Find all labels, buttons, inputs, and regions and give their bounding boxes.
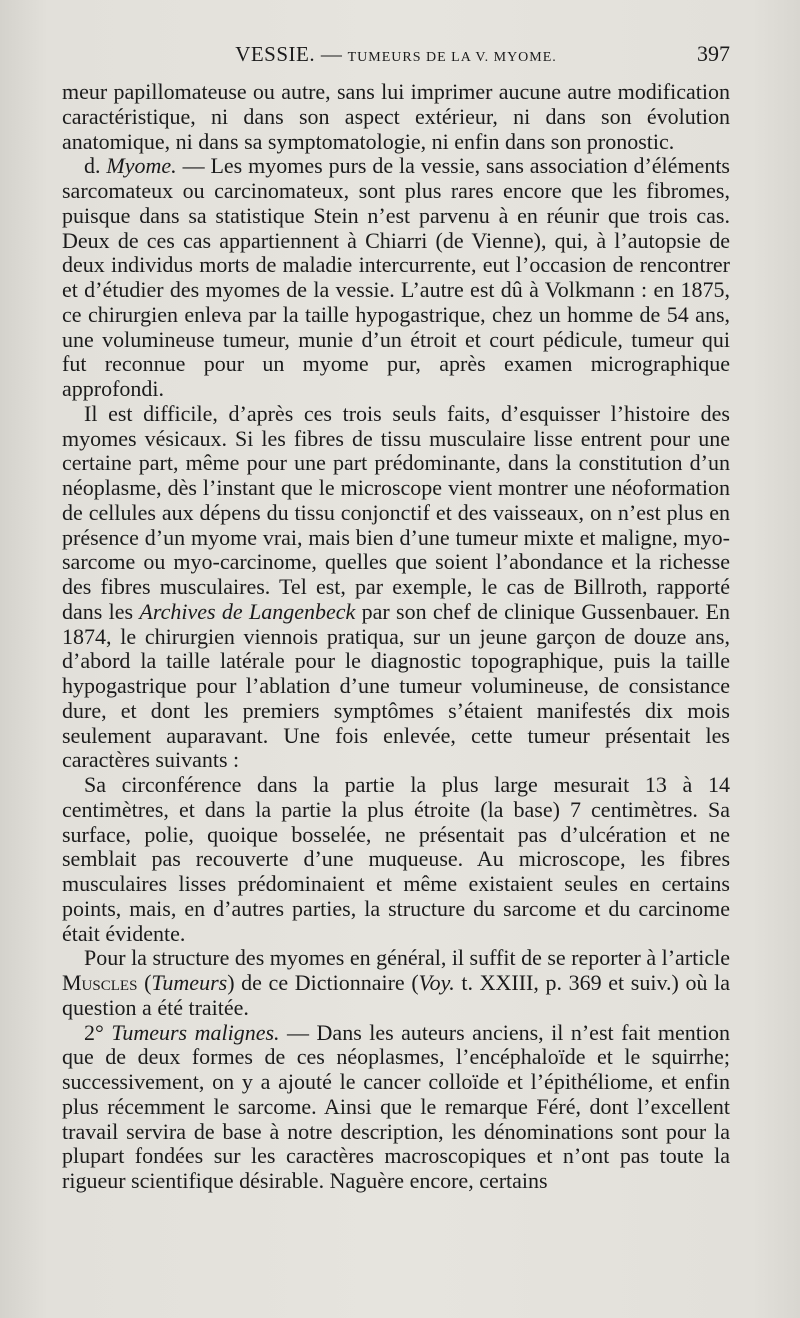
section-title-myome: Myome. bbox=[106, 153, 177, 179]
body-text bbox=[62, 80, 730, 1194]
paragraph-5-text-a: Pour la structure des myomes en général, il suffit de se reporter à l’article bbox=[84, 945, 730, 971]
paragraph-myome bbox=[62, 154, 730, 402]
paragraph-1-text: meur papillomateuse ou autre, sans lui imprimer aucune autre modification caractéristique, ni dans son aspect extérieur, ni dans son évolution anatomique, ni dans sa symptomatologie, ni enfin dans son pronostic. bbox=[62, 79, 730, 154]
running-title-main: VESSIE. — bbox=[235, 42, 343, 66]
paragraph-5 bbox=[62, 946, 730, 1020]
section-letter: d. bbox=[84, 153, 101, 179]
journal-reference: Archives de Langenbeck bbox=[139, 598, 356, 624]
section-number: 2° bbox=[84, 1019, 104, 1045]
paragraph-5-text-b: ) de ce Dictionnaire ( bbox=[227, 970, 419, 995]
paragraph-malignes-text: — Dans les auteurs anciens, il n’est fait mention que de deux formes de ces néoplasmes, l’encéphaloïde et le squirrhe; successivement, on y a ajouté le cancer colloïde et l’épithéliome, et enfin plus récemment le sarcome. Ainsi que le remarque Féré, dont l’excellent travail servira de base à notre description, les dénominations sont pour la plupart fondées sur les caractères macroscopiques et n’ont pas toute la rigueur scientifique désirable. Naguère encore, certains bbox=[62, 1019, 731, 1193]
page-header bbox=[62, 36, 730, 72]
running-title-sub: TUMEURS DE LA V. MYOME. bbox=[347, 50, 557, 65]
paragraph-5-text-c: t. XXIII, p. 369 et suiv.) où la question a été traitée. bbox=[62, 970, 730, 1020]
voy-abbrev: Voy. bbox=[418, 970, 455, 995]
page-number: 397 bbox=[697, 41, 730, 66]
paragraph-3-text-a: Il est difficile, d’après ces trois seuls faits, d’esquisser l’histoire des myomes vésicaux. Si les fibres de tissu musculaire lisse entrent pour une certaine part, même pour une part prédominante, dans la constitution d’un néoplasme, dès l’instant que le microscope vient montrer une néoformation de cellules aux dépens du tissu conjonctif et des vaisseaux, on n’est plus en présence d’un myome vrai, mais bien d’une tumeur mixte et maligne, myo-sarcome ou myo-carcinome, quelles que soient l’abondance et la richesse des fibres musculaires. Tel est, par exemple, le cas de Billroth, rapporté dans les bbox=[62, 400, 730, 624]
paragraph-myome-text: — Les myomes purs de la vessie, sans association d’éléments sarcomateux ou carcinomateux, sont plus rares encore que les fibromes, puisque dans sa statistique Stein n’est parvenu à en réunir que trois cas. Deux de ces cas appartiennent à Chiarri (de Vienne), qui, à l’autopsie de deux individus morts de maladie intercurrente, eut l’occasion de rencontrer et d’étudier des myomes de la vessie. L’autre est dû à Volkmann : en 1875, ce chirurgien enleva par la taille hypogastrique, chez un homme de 54 ans, une volumineuse tumeur, munie d’un étroit et court pédicule, tumeur qui fut reconnue pour un myome pur, après examen micrographique approfondi. bbox=[62, 153, 730, 401]
section-title-malignes: Tumeurs malignes. bbox=[111, 1019, 280, 1045]
running-title bbox=[62, 42, 730, 67]
paragraph-4-text: Sa circonférence dans la partie la plus large mesurait 13 à 14 centimètres, et dans la partie la plus étroite (la base) 7 centimètres. Sa surface, polie, quoique bosselée, ne présentait pas d’ulcération et ne semblait pas recouverte d’une muqueuse. Au microscope, les fibres musculaires lisses prédominaient et même existaient seules en certains points, mais, en d’autres parties, la structure du sarcome et du carcinome était évidente. bbox=[62, 772, 730, 946]
paragraph-malignes bbox=[62, 1021, 730, 1194]
paragraph-3-text-b: par son chef de clinique Gussenbauer. En 1874, le chirurgien viennois pratiqua, sur un jeune garçon de douze ans, d’abord la taille latérale pour le diagnostic topographique, puis la taille hypogastrique pour l’ablation d’une tumeur volumineuse, de consistance dure, et dont les premiers symptômes s’étaient manifestés dix mois seulement auparavant. Une fois enlevée, cette tumeur présentait les caractères suivants : bbox=[62, 598, 731, 773]
article-subtitle: Tumeurs bbox=[151, 970, 228, 995]
paragraph-3 bbox=[62, 402, 730, 773]
paragraph-1 bbox=[62, 80, 730, 154]
paren-open: ( bbox=[144, 970, 152, 995]
paragraph-4 bbox=[62, 773, 730, 946]
article-name: Muscles bbox=[62, 970, 138, 995]
